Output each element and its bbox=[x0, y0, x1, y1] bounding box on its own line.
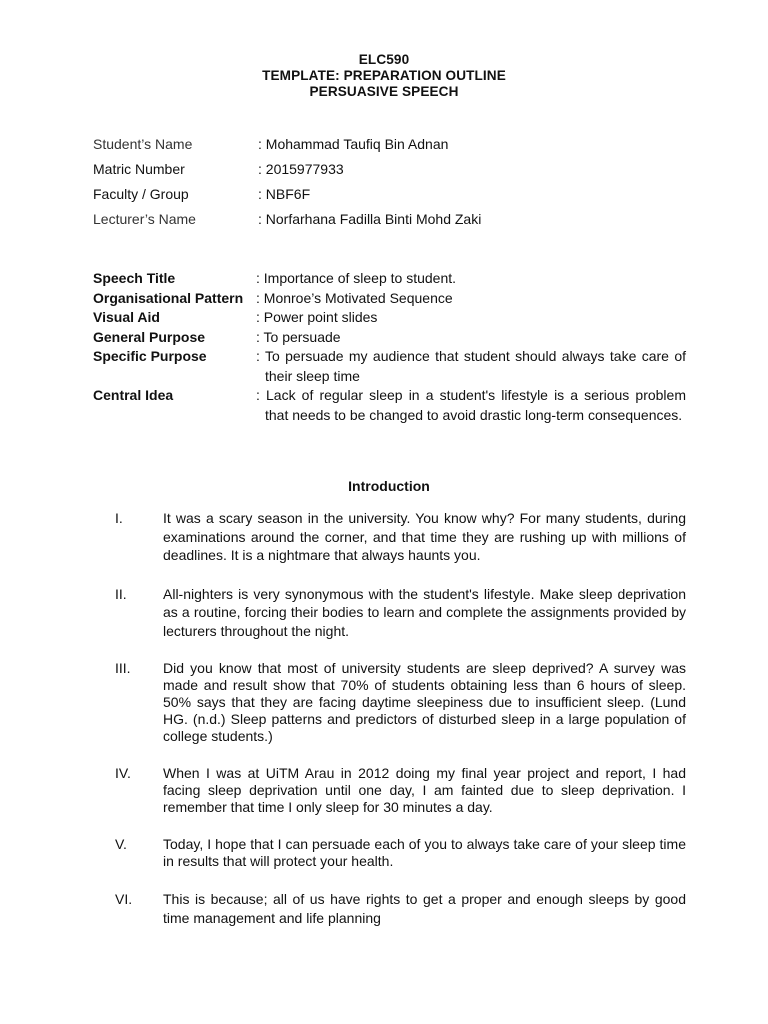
matric-number-value: : 2015977933 bbox=[258, 161, 344, 177]
point-number: VI. bbox=[115, 891, 133, 907]
central-idea-row bbox=[93, 386, 686, 425]
point-number: II. bbox=[115, 585, 127, 602]
point-text: All-nighters is very synonymous with the student's lifestyle. Make sleep deprivation as a routine, forcing their bodies to learn and complete the assignments provided by lecturers throughout the night. bbox=[163, 585, 686, 639]
introduction-heading: Introduction bbox=[348, 478, 430, 494]
visual-aid-value: : Power point slides bbox=[256, 309, 378, 325]
intro-point bbox=[115, 585, 686, 641]
organisational-pattern-label: Organisational Pattern bbox=[93, 289, 244, 306]
organisational-pattern-row bbox=[93, 289, 686, 309]
faculty-group-label: Faculty / Group bbox=[93, 186, 189, 202]
faculty-group-value: : NBF6F bbox=[258, 186, 311, 202]
introduction-points bbox=[115, 509, 686, 927]
matric-number-row bbox=[93, 159, 693, 184]
document-header bbox=[0, 52, 768, 100]
lecturer-name-value: : Norfarhana Fadilla Binti Mohd Zaki bbox=[258, 211, 482, 227]
speech-meta bbox=[93, 269, 686, 425]
lecturer-name-row bbox=[93, 209, 693, 234]
matric-number-label: Matric Number bbox=[93, 161, 185, 177]
visual-aid-row bbox=[93, 308, 686, 328]
faculty-group-row bbox=[93, 184, 693, 209]
student-name-label: Student’s Name bbox=[93, 136, 193, 152]
point-text: When I was at UiTM Arau in 2012 doing my final year project and report, I had facing sleep deprivation until one day, I am fainted due to sleep deprivation. I remember that time I only sleep for 30 minutes a day. bbox=[163, 765, 686, 815]
intro-point bbox=[115, 890, 686, 927]
intro-point bbox=[115, 660, 686, 745]
specific-purpose-label: Specific Purpose bbox=[93, 348, 207, 364]
lecturer-name-label: Lecturer’s Name bbox=[93, 211, 196, 227]
point-text: It was a scary season in the university. You know why? For many students, during examinations around the corner, and that time they are rushing up with millions of deadlines. It is a nightmare that always haunts you. bbox=[163, 510, 686, 563]
speech-title-row bbox=[93, 269, 686, 289]
general-purpose-label: General Purpose bbox=[93, 328, 206, 345]
template-title: TEMPLATE: PREPARATION OUTLINE bbox=[262, 68, 506, 83]
organisational-pattern-value: : Monroe’s Motivated Sequence bbox=[256, 289, 453, 306]
specific-purpose-value: : To persuade my audience that student should always take care of their sleep time bbox=[256, 348, 686, 384]
course-code: ELC590 bbox=[358, 52, 410, 67]
point-text: Did you know that most of university students are sleep deprived? A survey was made and result show that 70% of students obtaining less than 6 hours of sleep. 50% says that they are facing daytime sleepiness due to insufficient sleep. (Lund HG. (n.d.) Sleep patterns and predictors of disturbed sleep in a large population of college students.) bbox=[163, 660, 686, 744]
student-name-row bbox=[93, 134, 693, 159]
central-idea-label: Central Idea bbox=[93, 387, 174, 403]
intro-point bbox=[115, 509, 686, 565]
intro-point bbox=[115, 836, 686, 870]
central-idea-value: : Lack of regular sleep in a student's lifestyle is a serious problem that needs to be changed to avoid drastic long-term consequences. bbox=[256, 387, 686, 423]
speech-title-value: : Importance of sleep to student. bbox=[256, 270, 457, 286]
point-number: I. bbox=[115, 510, 123, 526]
speech-title-label: Speech Title bbox=[93, 270, 176, 286]
point-text: This is because; all of us have rights to get a proper and enough sleeps by good time management and life planning bbox=[163, 891, 686, 926]
general-purpose-row bbox=[93, 328, 686, 348]
student-info bbox=[93, 134, 693, 234]
intro-point bbox=[115, 765, 686, 816]
point-text: Today, I hope that I can persuade each of you to always take care of your sleep time in results that will protect your health. bbox=[163, 836, 686, 869]
speech-type: PERSUASIVE SPEECH bbox=[309, 84, 459, 99]
point-number: IV. bbox=[115, 765, 131, 781]
student-name-value: : Mohammad Taufiq Bin Adnan bbox=[258, 136, 449, 152]
visual-aid-label: Visual Aid bbox=[93, 309, 160, 325]
point-number: V. bbox=[115, 836, 127, 852]
point-number: III. bbox=[115, 660, 131, 676]
specific-purpose-row bbox=[93, 347, 686, 386]
general-purpose-value: : To persuade bbox=[256, 328, 341, 345]
